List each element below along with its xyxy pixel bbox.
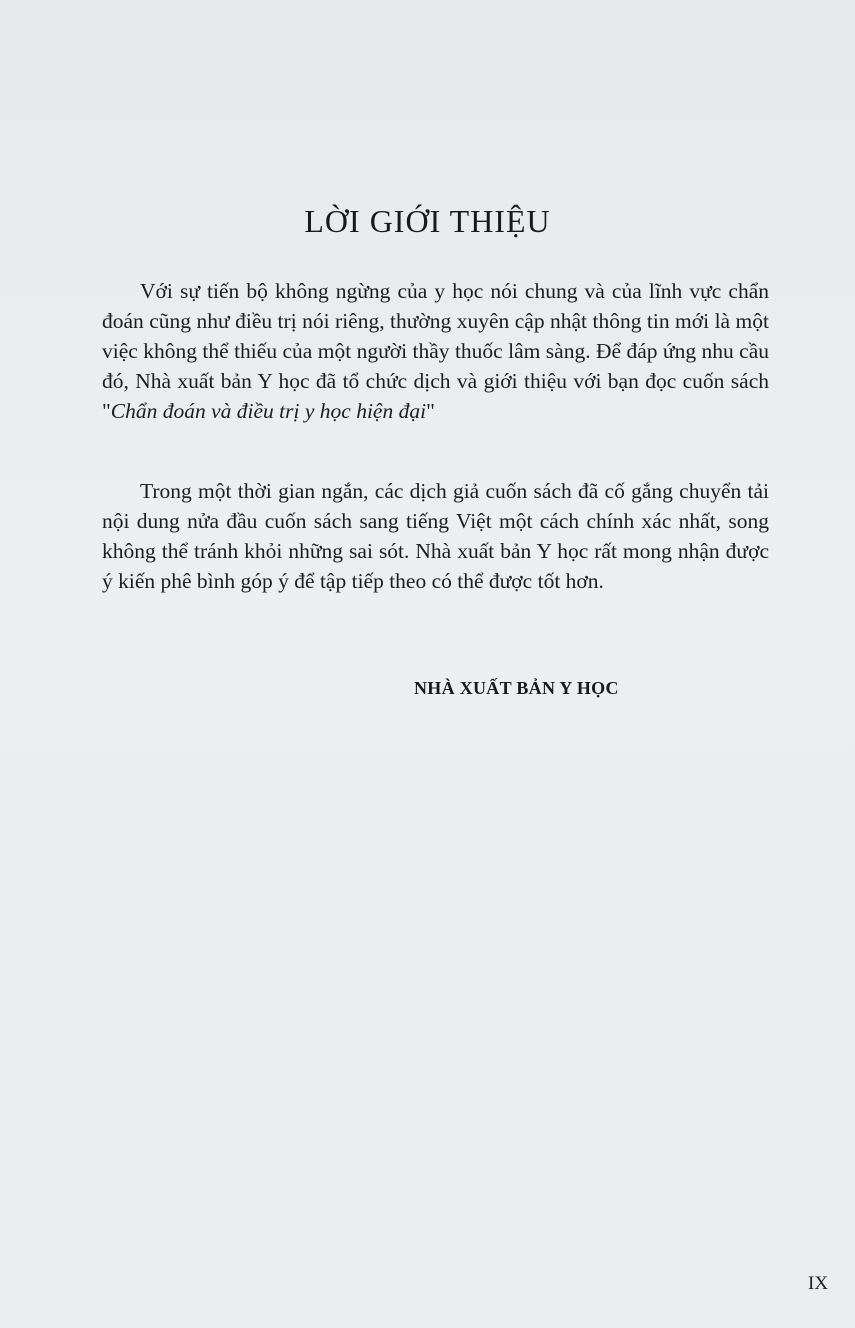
paragraph-1-text: Với sự tiến bộ không ngừng của y học nói chung và của lĩnh vực chẩn đoán cũng như điều trị nói riêng, thường xuyên cập nhật thông tin mới là một việc không thể thiếu của một người thầy thuốc lâm sàng. Để đáp ứng nhu cầu đó, Nhà xuất bản Y học đã tổ chức dịch và giới thiệu với bạn đọc cuốn sách "	[102, 279, 769, 423]
paragraph-2-text: Trong một thời gian ngắn, các dịch giả cuốn sách đã cố gắng chuyển tải nội dung nửa đầu cuốn sách sang tiếng Việt một cách chính xác nhất, song không thể tránh khỏi những sai sót. Nhà xuất bản Y học rất mong nhận được ý kiến phê bình góp ý để tập tiếp theo có thể được tốt hơn.	[102, 479, 769, 593]
paragraph-1-closing: "	[426, 399, 435, 423]
page-number: IX	[808, 1273, 829, 1294]
page-title: LỜI GIỚI THIỆU	[304, 203, 551, 239]
publisher-signature: NHÀ XUẤT BẢN Y HỌC	[414, 678, 619, 698]
intro-paragraph-2	[102, 476, 769, 596]
intro-paragraph-1	[102, 276, 769, 426]
book-title: Chẩn đoán và điều trị y học hiện đại	[110, 399, 427, 423]
